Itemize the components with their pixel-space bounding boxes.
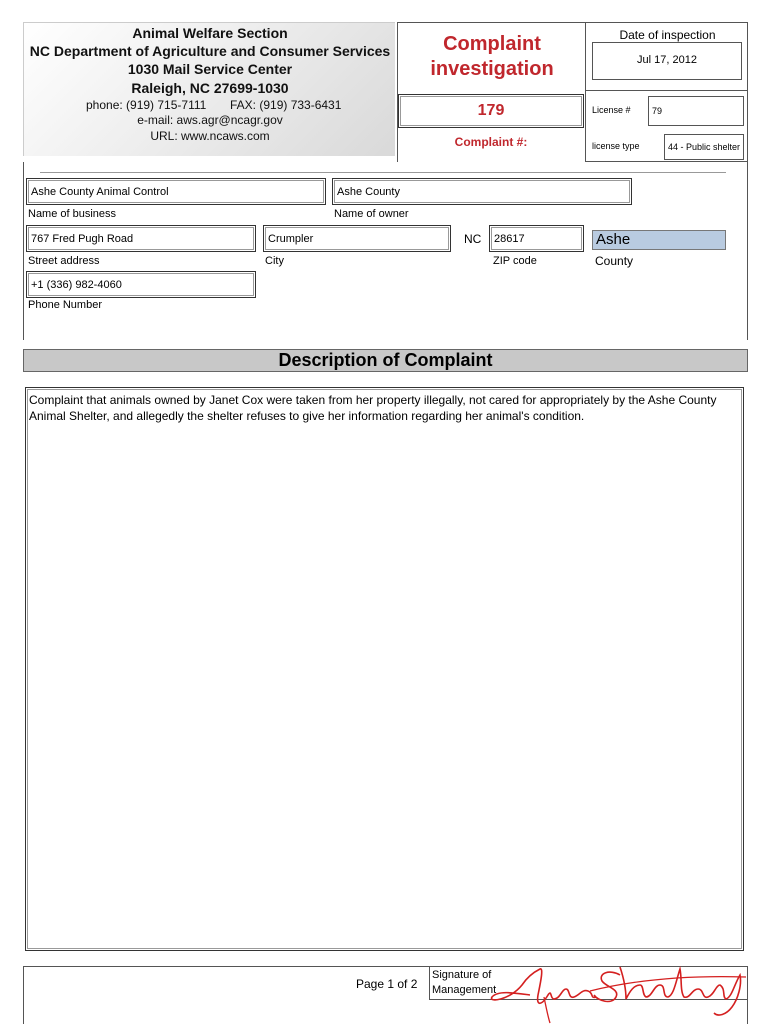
zip-field[interactable] (489, 225, 584, 252)
business-name-value: Ashe County Animal Control (31, 185, 169, 198)
business-name-field[interactable] (26, 178, 326, 205)
page-indicator: Page 1 of 2 (356, 977, 418, 991)
city-value: Crumpler (268, 232, 314, 245)
city-label: City (265, 255, 284, 267)
form-title-line2: investigation (430, 58, 554, 80)
state-value: NC (464, 232, 482, 246)
city-zip: Raleigh, NC 27699-1030 (131, 80, 289, 96)
complaint-number: 179 (477, 102, 505, 119)
section-name: Animal Welfare Section (132, 25, 288, 41)
inspection-date: Jul 17, 2012 (637, 54, 697, 66)
street-address-field[interactable] (26, 225, 256, 252)
complaint-description-field[interactable] (25, 387, 744, 951)
owner-name-field[interactable] (332, 178, 632, 205)
city-field[interactable] (263, 225, 451, 252)
business-name-label: Name of business (28, 208, 117, 220)
email-address: e-mail: aws.agr@ncagr.gov (137, 113, 283, 127)
agency-header (23, 22, 395, 156)
form-title-line1: Complaint (443, 33, 541, 55)
county-field[interactable] (592, 230, 726, 250)
phone-label: Phone Number (28, 299, 102, 311)
county-label: County (595, 254, 634, 268)
signature-label-line2: Management (432, 984, 497, 996)
description-heading-band (23, 349, 748, 372)
website-url: URL: www.ncaws.com (150, 129, 270, 143)
fax-number: FAX: (919) 733-6431 (230, 98, 342, 112)
license-number: 79 (652, 106, 663, 116)
license-type: 44 - Public shelter (668, 142, 741, 152)
license-number-field[interactable] (648, 96, 744, 126)
mail-center: 1030 Mail Service Center (127, 61, 293, 77)
street-address-value: 767 Fred Pugh Road (31, 232, 134, 245)
phone-value: +1 (336) 982-4060 (31, 278, 122, 291)
owner-name-label: Name of owner (334, 208, 409, 220)
inspection-date-field[interactable] (592, 42, 742, 80)
county-value: Ashe (596, 231, 631, 248)
license-type-label: license type (592, 141, 640, 151)
complaint-number-field[interactable] (398, 94, 584, 128)
license-number-label: License # (592, 105, 631, 115)
phone-number: phone: (919) 715-7111 (86, 98, 207, 112)
street-address-label: Street address (28, 255, 100, 267)
owner-name-value: Ashe County (337, 185, 400, 198)
phone-field[interactable] (26, 271, 256, 298)
complaint-description-text: Complaint that animals owned by Janet Cox were taken from her property illegally, not cared for appropriately by the Ashe County Animal Shelter, and allegedly the shelter refuses to give her information regarding her animal's condition. (29, 393, 717, 423)
description-heading: Description of Complaint (278, 350, 493, 370)
zip-label: ZIP code (493, 255, 537, 267)
department-name: NC Department of Agriculture and Consumer Services (29, 43, 391, 59)
complaint-number-label: Complaint #: (454, 135, 528, 149)
license-type-field[interactable] (664, 134, 744, 160)
signature-label-line1: Signature of (432, 969, 492, 981)
zip-value: 28617 (494, 232, 525, 245)
signature-image (470, 955, 750, 1024)
inspection-date-label: Date of inspection (619, 28, 716, 42)
